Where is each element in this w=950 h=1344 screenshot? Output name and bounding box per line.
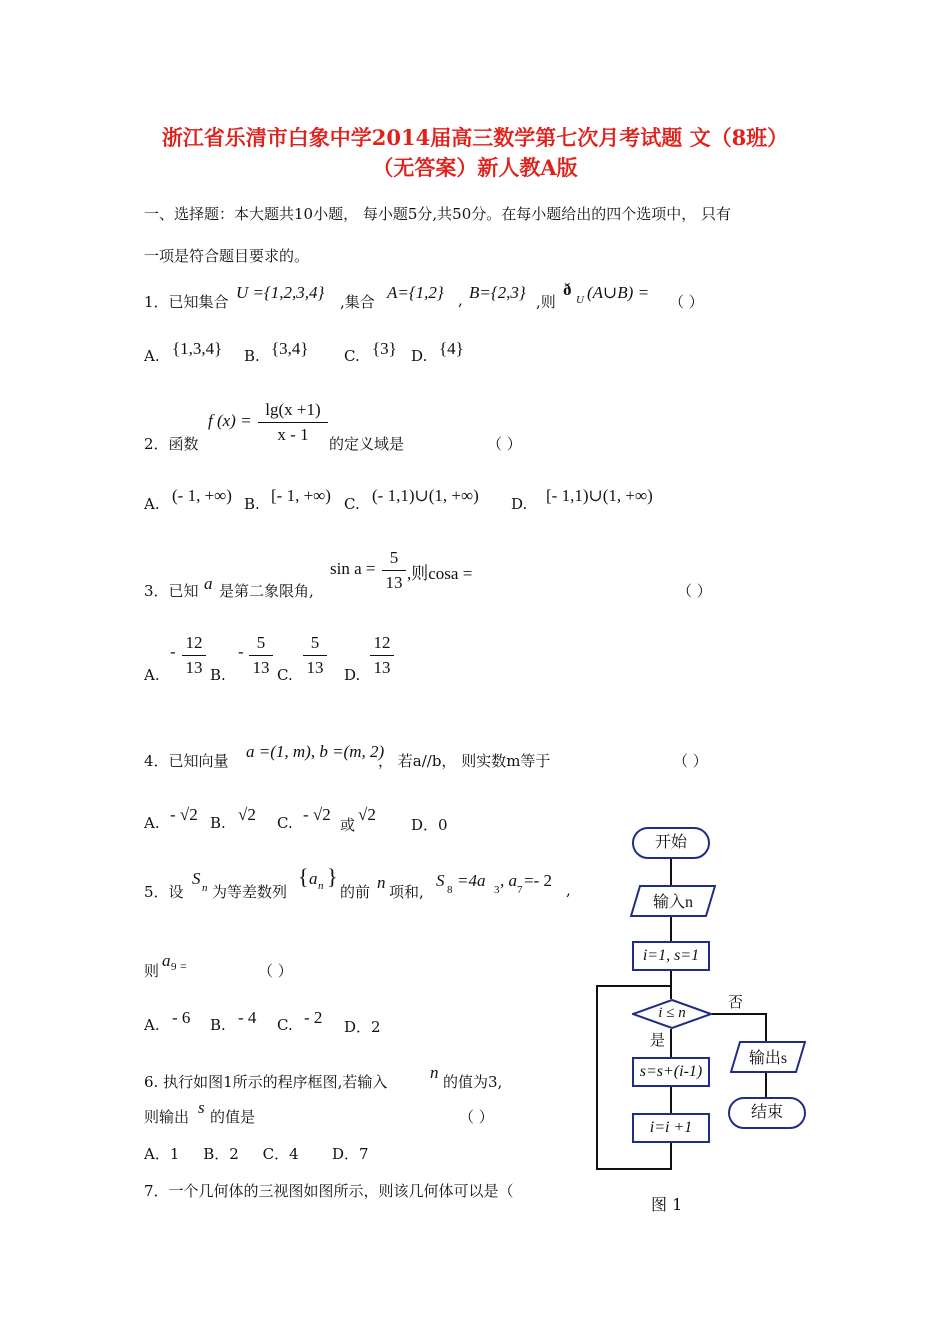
q5-mid2: 的前 — [340, 883, 371, 901]
q1-option-a-label: A. — [144, 347, 160, 365]
q6-line1-a: 6. 执行如图1所示的程序框图,若输入 — [144, 1073, 388, 1091]
flow-arrow-1 — [670, 859, 672, 885]
q5-n: n — [377, 873, 386, 892]
q3-option-c-den: 13 — [306, 658, 324, 677]
q3-option-b-den: 13 — [252, 658, 270, 677]
q2-option-b: [- 1, +∞) — [271, 486, 331, 505]
q3-option-b-num: 5 — [249, 631, 273, 656]
q4-option-b-label: B. — [210, 814, 226, 832]
q4-option-a: - √2 — [170, 805, 198, 824]
q1-set-a: A={1,2} — [387, 283, 444, 302]
q4-option-c-value1: - √2 — [303, 805, 331, 824]
flow-update-s: s=s+(i-1) — [632, 1057, 710, 1087]
q1-expr: (A∪B) = — [587, 283, 650, 302]
q1-option-c: {3} — [372, 339, 397, 358]
q5-an: a — [309, 869, 318, 888]
q5-cond-s8-sub: 8 — [447, 884, 453, 896]
flow-loop-down — [670, 1143, 672, 1170]
q2-numerator: lg(x +1) — [258, 398, 328, 423]
q4-option-b: √2 — [238, 805, 256, 824]
q3-alpha: a — [204, 574, 213, 593]
q5-answer-paren: （ ） — [258, 962, 293, 980]
section-intro-line1: 一、选择题：本大题共10小题， 每小题5分,共50分。在每小题给出的四个选项中， 只有 — [144, 205, 732, 223]
q5-tail: , — [566, 881, 571, 899]
q2-option-a: (- 1, +∞) — [172, 486, 232, 505]
page-title-line1: 浙江省乐清市白象中学2014届高三数学第七次月考试题 文（8班） — [161, 125, 789, 150]
q1-comma: , — [458, 291, 463, 309]
q1-option-b: {3,4} — [271, 339, 309, 358]
q5-cond-a7-sub: 7 — [517, 884, 523, 896]
q3-option-a-minus: - — [170, 642, 176, 661]
q6-s: s — [198, 1098, 205, 1117]
q2-option-d-label: D. — [511, 495, 528, 513]
q3-sin: sin a = — [330, 559, 376, 578]
q6-n: n — [430, 1063, 439, 1082]
q3-option-d-label: D. — [344, 666, 361, 684]
q1-set-u: U ={1,2,3,4} — [236, 283, 325, 302]
q3-mid: 是第二象限角, — [219, 582, 314, 600]
flow-arrow-out — [765, 1073, 767, 1097]
flow-update-i: i=i +1 — [632, 1113, 710, 1143]
section-intro-line2: 一项是符合题目要求的。 — [144, 247, 310, 265]
q1-mid1: ,集合 — [340, 293, 375, 311]
q2-option-c: (- 1,1)∪(1, +∞) — [372, 486, 479, 505]
q3-then: ,则cosa = — [407, 564, 473, 583]
q3-sin-denominator: 13 — [385, 573, 403, 592]
flow-loop-left — [596, 985, 598, 1170]
flow-end: 结束 — [728, 1097, 806, 1129]
q1-set-b: B={2,3} — [469, 283, 526, 302]
q4-option-c-label: C. — [277, 814, 293, 832]
flow-condition: i ≤ n — [658, 1005, 686, 1021]
q6-line1-b: 的值为3, — [443, 1073, 503, 1091]
q1-complement-symbol: ð — [563, 280, 572, 299]
q3-option-b-minus: - — [238, 642, 244, 661]
q2-option-c-label: C. — [344, 495, 360, 513]
q1-option-d: {4} — [439, 339, 464, 358]
flow-no-line-v — [765, 1013, 767, 1041]
q1-answer-paren: （ ） — [669, 293, 704, 311]
q4-option-c-value2: √2 — [358, 805, 376, 824]
q5-a9: a — [162, 951, 171, 970]
q5-option-c: - 2 — [304, 1008, 323, 1027]
q2-answer-paren: （ ） — [487, 435, 522, 453]
q1-option-c-label: C. — [344, 347, 360, 365]
q2-suffix: 的定义域是 — [329, 435, 405, 453]
flow-init: i=1, s=1 — [632, 941, 710, 971]
q5-prefix: 5．设 — [144, 883, 184, 901]
q3-answer-paren: （ ） — [677, 582, 712, 600]
q5-brace-left: { — [298, 864, 309, 889]
q3-option-a-den: 13 — [185, 658, 203, 677]
q5-then: 则 — [144, 962, 160, 980]
q5-cond-a3: =4a — [457, 871, 486, 890]
q5-option-b: - 4 — [238, 1008, 257, 1027]
q2-fx: f (x) = — [208, 411, 252, 430]
flow-arrow-5 — [670, 1087, 672, 1113]
q6-line2-a: 则输出 — [144, 1108, 190, 1126]
q5-option-b-label: B. — [210, 1016, 226, 1034]
q5-option-a: - 6 — [172, 1008, 191, 1027]
flow-loop-top — [596, 985, 672, 987]
q3-option-b — [249, 631, 273, 680]
q5-cond-a3-sub: 3 — [494, 884, 500, 896]
q4-option-d: D．0 — [411, 816, 448, 834]
q3-option-a-label: A. — [144, 666, 160, 684]
flow-yes-line — [670, 1029, 672, 1057]
q1-prefix: 1．已知集合 — [144, 293, 229, 311]
q5-an-sub: n — [318, 880, 324, 892]
q2-option-b-label: B. — [244, 495, 260, 513]
q4-option-a-label: A. — [144, 814, 160, 832]
q2-denominator: x - 1 — [277, 425, 309, 444]
q5-mid1: 为等差数列 — [212, 883, 288, 901]
q1-option-a: {1,3,4} — [172, 339, 223, 358]
q3-option-d-num: 12 — [370, 631, 394, 656]
q5-sn: S — [192, 869, 201, 888]
flow-arrow-2 — [670, 917, 672, 941]
q5-cond-value: =- 2 — [524, 871, 552, 890]
q3-sin-fraction — [382, 546, 406, 595]
q3-option-d-den: 13 — [373, 658, 391, 677]
q5-cond-s8: S — [436, 871, 445, 890]
q4-vectors: a =(1, m), b =(m, 2) — [246, 742, 385, 761]
page-title-line2: （无答案）新人教A版 — [372, 155, 578, 180]
q1-complement-sub: U — [576, 294, 584, 306]
q3-option-c-label: C. — [277, 666, 293, 684]
q4-suffix: ， 若a//b， 则实数m等于 — [378, 752, 551, 770]
q3-option-c — [303, 631, 327, 680]
q2-option-d: [- 1,1)∪(1, +∞) — [546, 486, 653, 505]
q3-option-a-num: 12 — [182, 631, 206, 656]
q2-prefix: 2．函数 — [144, 435, 199, 453]
q6-line2-b: 的值是 — [210, 1108, 256, 1126]
q2-fraction — [258, 398, 328, 447]
q5-brace-right: } — [327, 864, 338, 889]
q4-prefix: 4．已知向量 — [144, 752, 229, 770]
q5-option-a-label: A. — [144, 1016, 160, 1034]
q5-sn-sub: n — [202, 882, 208, 894]
q5-option-c-label: C. — [277, 1016, 293, 1034]
q3-sin-numerator: 5 — [382, 546, 406, 571]
q5-equals: = — [180, 959, 187, 973]
q1-option-b-label: B. — [244, 347, 260, 365]
q2-option-a-label: A. — [144, 495, 160, 513]
flow-yes-label: 是 — [650, 1031, 666, 1049]
q6-answer-paren: （ ） — [459, 1108, 494, 1126]
flow-caption: 图 1 — [651, 1195, 683, 1214]
flow-loop-bottom — [596, 1168, 672, 1170]
q5-cond-a7: , a — [500, 871, 517, 890]
flow-input: 输入n — [652, 894, 693, 911]
question-7: 7．一个几何体的三视图如图所示，则该几何体可以是（ — [144, 1182, 514, 1200]
q3-option-d — [370, 631, 394, 680]
q5-mid3: 项和, — [389, 883, 424, 901]
q4-answer-paren: （ ） — [673, 752, 708, 770]
q5-option-d: D．2 — [344, 1018, 381, 1036]
q3-prefix: 3．已知 — [144, 582, 199, 600]
flow-no-label: 否 — [728, 993, 744, 1011]
q3-option-c-num: 5 — [303, 631, 327, 656]
flow-output: 输出s — [748, 1050, 788, 1067]
q1-option-d-label: D. — [411, 347, 428, 365]
q5-a9-sub: 9 — [171, 961, 177, 973]
q4-option-c-or: 或 — [340, 816, 356, 834]
q3-option-a — [182, 631, 206, 680]
q1-mid2: ,则 — [536, 293, 556, 311]
flow-no-line-h — [712, 1013, 766, 1015]
q3-option-b-label: B. — [210, 666, 226, 684]
flow-start: 开始 — [632, 827, 710, 859]
q6-options: A．1 B．2 C．4 D．7 — [144, 1145, 369, 1163]
